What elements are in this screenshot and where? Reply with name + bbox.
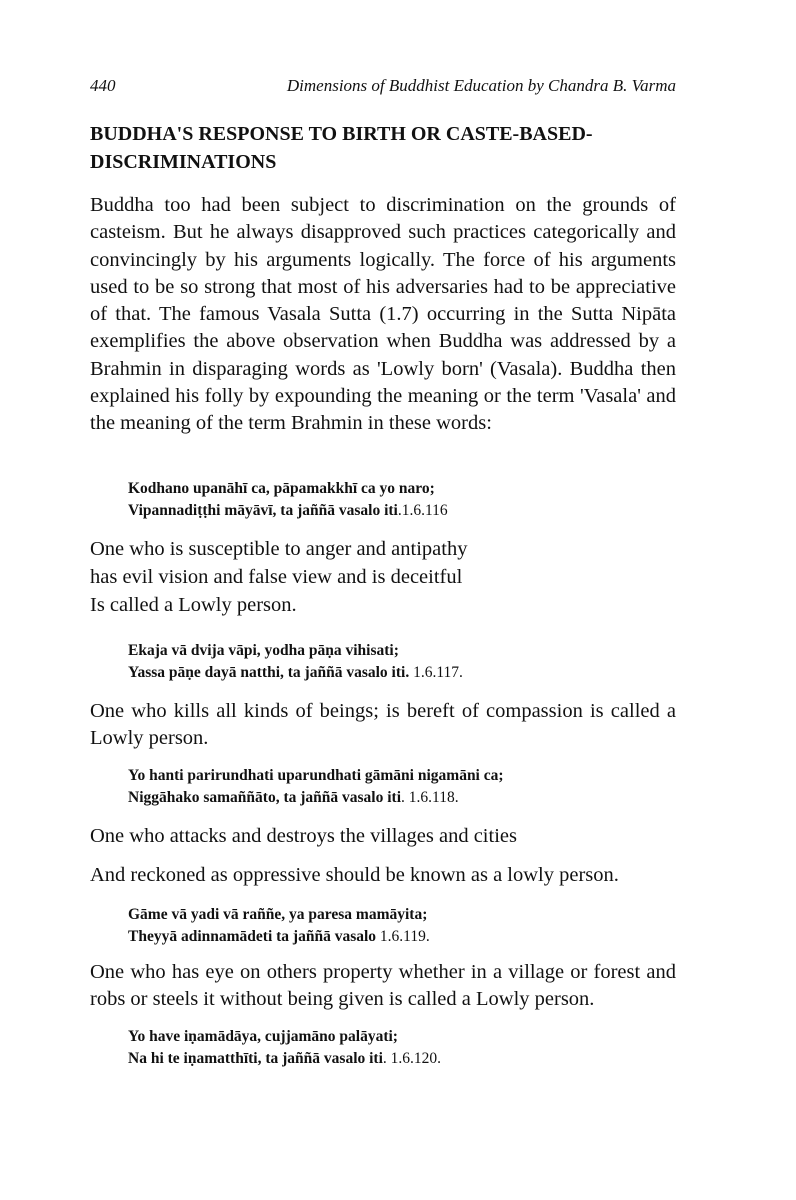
verse-line: Na hi te iṇamatthīti, ta jaññā vasalo iti: [128, 1049, 383, 1067]
verse-line: Yassa pāṇe dayā natthi, ta jaññā vasalo iti.: [128, 663, 410, 681]
translation-line: And reckoned as oppressive should be known as a lowly person.: [90, 864, 619, 886]
verse-line: Yo have iṇamādāya, cujjamāno palāyati;: [128, 1028, 398, 1045]
intro-paragraph: Buddha too had been subject to discrimination on the grounds of casteism. But he always disapproved such practices categorically and convincingly by his arguments logically. The force of his arguments used to be so strong that most of his adversaries had to be appreciative of that. The famous Vasala Sutta (1.7) occurring in the Sutta Nipāta exemplifies the above observation when Buddha was addressed by a Brahmin in disparaging words as 'Lowly born' (Vasala). Buddha then explained his folly by expounding the meaning or the term 'Vasala' and the meaning of the term Brahmin in these words:: [90, 194, 676, 435]
section-heading-line: DISCRIMINATIONS: [90, 151, 277, 173]
verse-line: Ekaja vā dvija vāpi, yodha pāṇa vihisati;: [128, 642, 399, 659]
verse-line: Theyyā adinnamādeti ta jaññā vasalo: [128, 927, 377, 945]
translation: [90, 535, 676, 619]
verse-line: Niggāhako samaññāto, ta jaññā vasalo iti: [128, 788, 402, 806]
verse-line: Vipannadiṭṭhi māyāvī, ta jaññā vasalo iti: [128, 501, 398, 519]
pali-verse: [128, 478, 668, 521]
pali-verse: [128, 640, 668, 683]
pali-verse: [128, 904, 668, 947]
verse-line: Gāme vā yadi vā raññe, ya paresa mamāyita;: [128, 906, 428, 923]
translation: One who kills all kinds of beings; is bereft of compassion is called a Lowly person.: [90, 700, 676, 750]
running-header: [90, 76, 676, 100]
translation: One who has eye on others property whether in a village or forest and robs or steels it without being given is called a Lowly person.: [90, 961, 676, 1011]
page-number: 440: [90, 76, 116, 95]
pali-verse: [128, 765, 668, 808]
verse-line: Kodhano upanāhī ca, pāpamakkhī ca yo naro;: [128, 480, 435, 497]
translation-line: One who is susceptible to anger and antipathy: [90, 538, 468, 560]
verse-reference: . 1.6.120.: [382, 1049, 442, 1067]
section-heading-line: BUDDHA'S RESPONSE TO BIRTH OR CASTE-BASED-: [90, 123, 593, 145]
translation-line: has evil vision and false view and is deceitful: [90, 566, 463, 588]
pali-verse: [128, 1026, 668, 1069]
verse-reference: . 1.6.118.: [401, 788, 459, 806]
translation-line: One who attacks and destroys the villages and cities: [90, 825, 517, 847]
verse-reference: .1.6.116: [397, 501, 448, 519]
section-heading: [90, 120, 676, 176]
translation: [90, 861, 676, 889]
verse-reference: 1.6.119.: [376, 927, 430, 945]
translation: [90, 822, 676, 850]
running-title: Dimensions of Buddhist Education by Chandra B. Varma: [286, 76, 676, 95]
verse-reference: 1.6.117.: [409, 663, 463, 681]
verse-line: Yo hanti parirundhati uparundhati gāmāni nigamāni ca;: [128, 767, 504, 784]
translation-line: Is called a Lowly person.: [90, 594, 297, 616]
